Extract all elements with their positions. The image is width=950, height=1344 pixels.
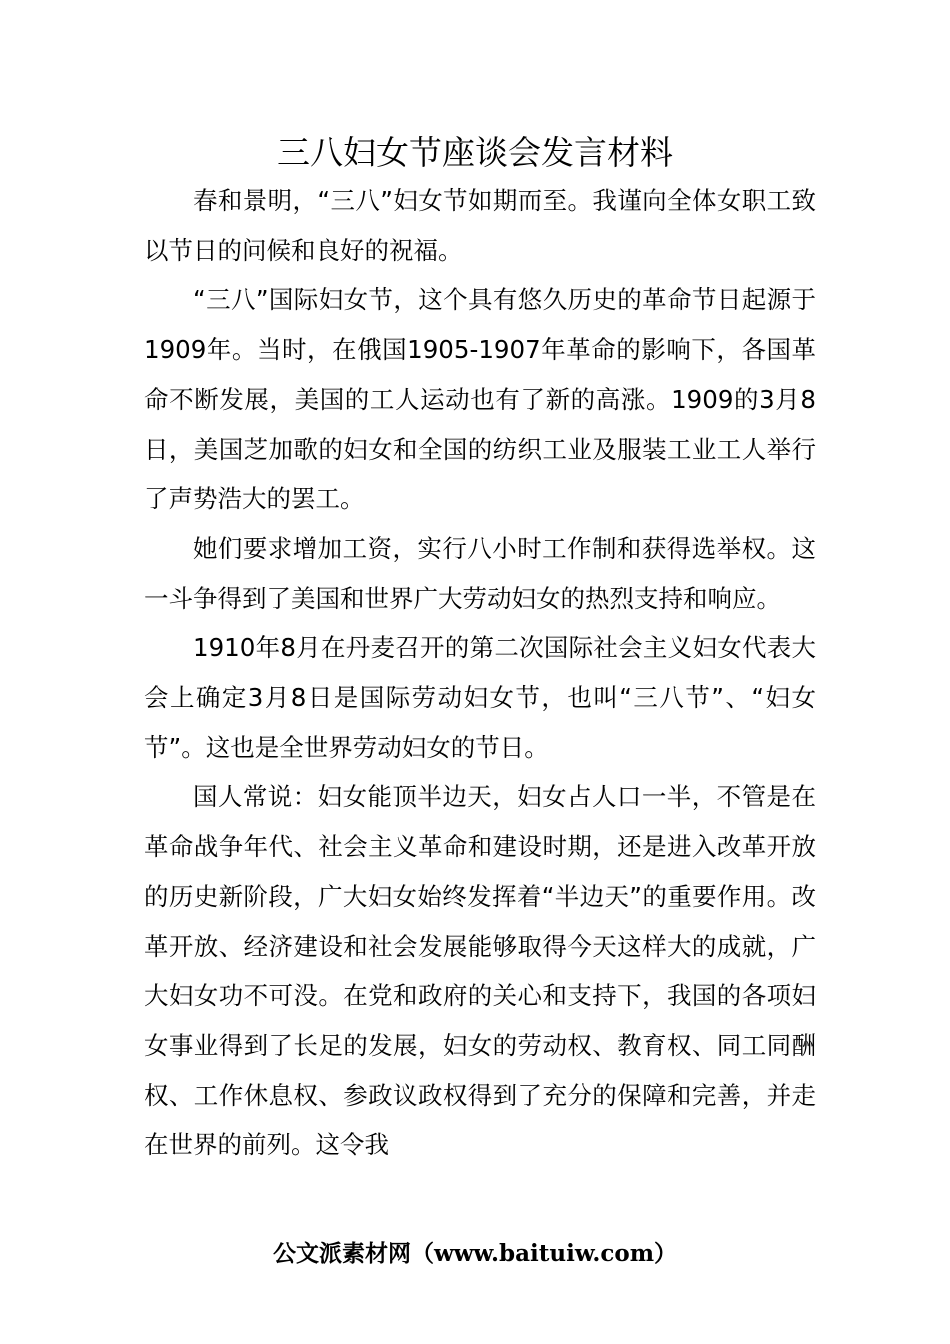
paragraph: 1910年8月在丹麦召开的第二次国际社会主义妇女代表大会上确定3月8日是国际劳动妇女节，也叫“三八节”、“妇女节”。这也是全世界劳动妇女的节日。 [144,633,816,762]
paragraph: 春和景明，“三八”妇女节如期而至。我谨向全体女职工致以节日的问候和良好的祝福。 [144,186,816,265]
paragraph: 国人常说：妇女能顶半边天，妇女占人口一半，不管是在革命战争年代、社会主义革命和建设时期，还是进入改革开放的历史新阶段，广大妇女始终发挥着“半边天”的重要作用。改革开放、经济建设和社会发展能够取得今天这样大的成就，广大妇女功不可没。在党和政府的关心和支持下，我国的各项妇女事业得到了长足的发展，妇女的劳动权、教育权、同工同酬权、工作休息权、参政议政权得到了充分的保障和完善，并走在世界的前列。这令我 [144,782,816,1160]
document-title: 三八妇女节座谈会发言材料 [277,133,673,172]
paragraph: 她们要求增加工资，实行八小时工作制和获得选举权。这一斗争得到了美国和世界广大劳动妇女的热烈支持和响应。 [144,533,816,613]
document-body [144,176,816,1170]
paragraph: “三八”国际妇女节，这个具有悠久历史的革命节日起源于1909年。当时，在俄国1905-1907年革命的影响下，各国革命不断发展，美国的工人运动也有了新的高涨。1909的3月8日，美国芝加歌的妇女和全国的纺织工业及服装工业工人举行了声势浩大的罢工。 [144,285,816,514]
page-footer: 公文派素材网（www.baituiw.com） [272,1240,678,1267]
